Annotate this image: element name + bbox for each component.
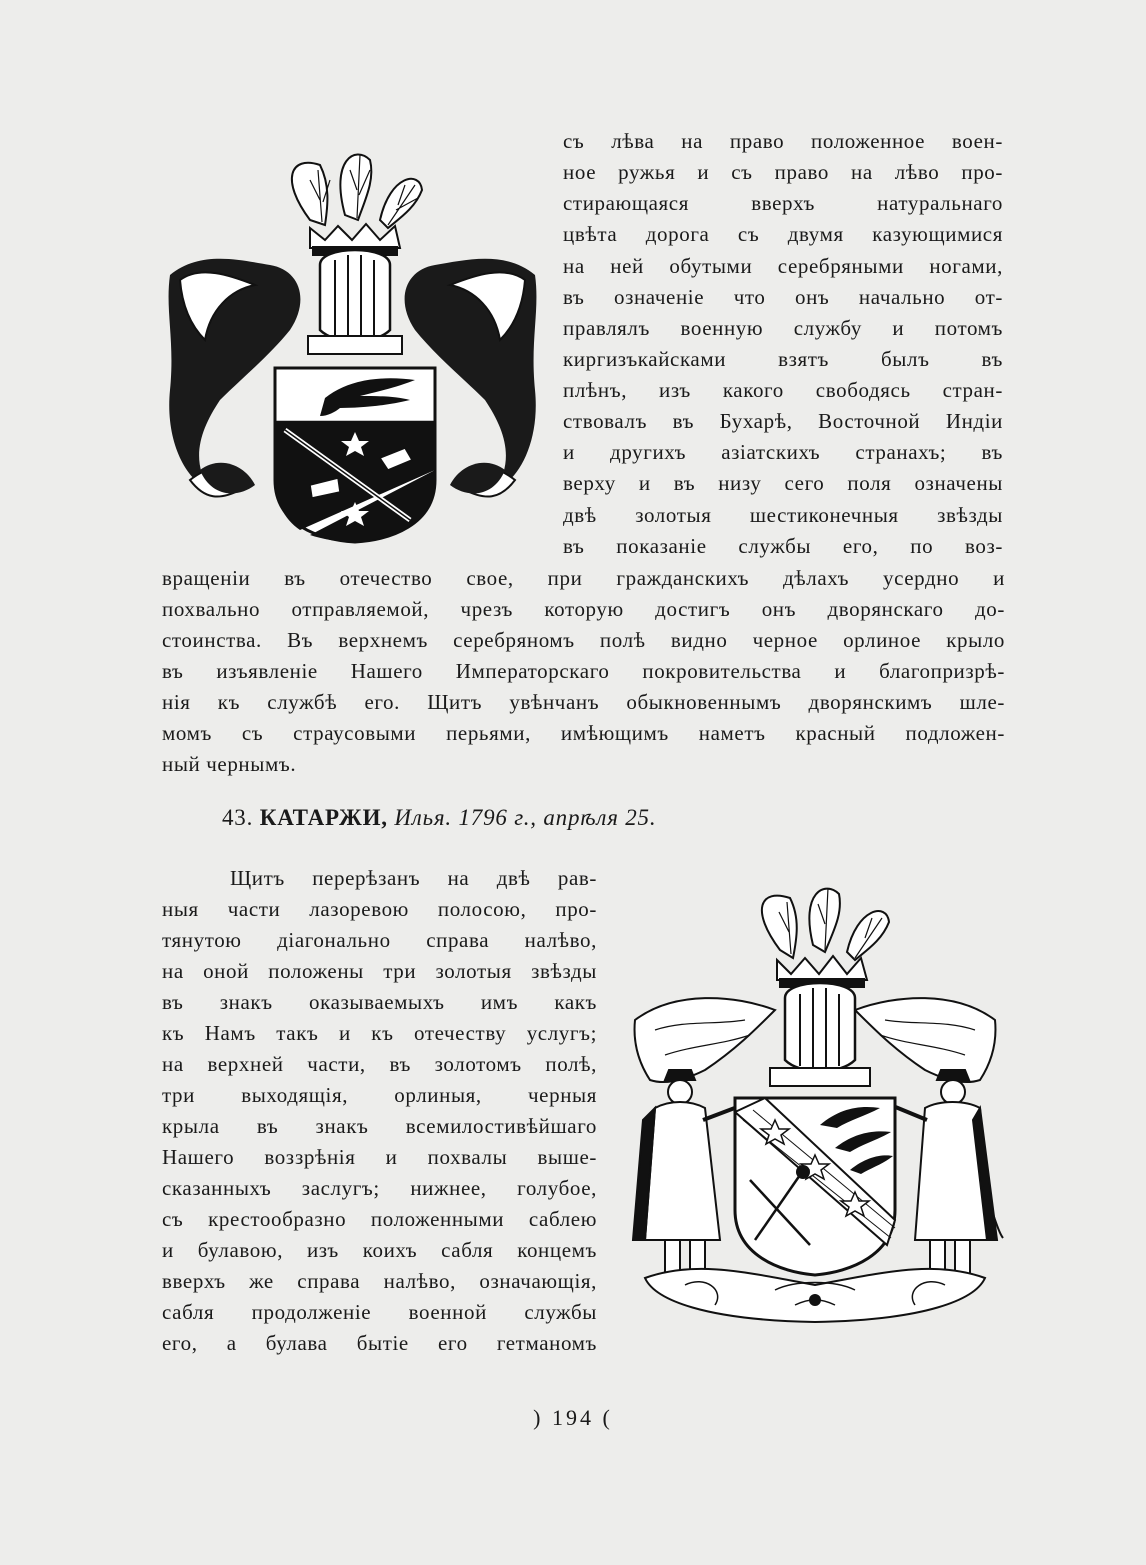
text-line: ствовалъ въ Бухарѣ, Восточной Индіи [563,409,1003,433]
coat-of-arms-top-icon [160,140,545,550]
text-line: съ крестообразно положенными саблею [162,1207,597,1231]
text-line: момъ съ страусовыми перьями, имѣющимъ наметъ красный подложен- [162,721,1005,745]
text-line: въ изъявленіе Нашего Императорскаго покровительства и благопризрѣ- [162,659,1005,683]
text-line: правлялъ военную службу и потомъ [563,316,1003,340]
text-line: въ означеніе что онъ начально от- [563,285,1003,309]
text-line: на верхней части, въ золотомъ полѣ, [162,1052,597,1076]
page-number: ) 194 ( [533,1405,613,1430]
text-line: на ней обутыми серебряными ногами, [563,254,1003,278]
heading-number: 43. [222,805,254,830]
text-line: его, а булава бытіе его гетманомъ [162,1331,597,1355]
text-line: ныя части лазоревою полосою, про- [162,897,597,921]
text-line: ный чернымъ. [162,752,297,776]
text-line: тянутою діагонально справа налѣво, [162,928,597,952]
text-line: сказанныхъ заслугъ; нижнее, голубое, [162,1176,597,1200]
text-line: вверхъ же справа налѣво, означающія, [162,1269,597,1293]
text-line: нія къ службѣ его. Щитъ увѣнчанъ обыкновеннымъ дворянскимъ шле- [162,690,1005,714]
text-line: на оной положены три золотыя звѣзды [162,959,597,983]
text-line: въ знакъ оказываемыхъ имъ какъ [162,990,597,1014]
text-line: сабля продолженіе военной службы [162,1300,597,1324]
section-heading [222,806,742,829]
heading-name: КАТАРЖИ, [259,805,388,830]
text-line: въ показаніе службы его, по воз- [563,534,1003,558]
text-line: похвально отправляемой, чрезъ которую достигъ онъ дворянскаго до- [162,597,1005,621]
text-line: Щитъ перерѣзанъ на двѣ рав- [230,866,597,890]
text-line: стирающаяся вверхъ натуральнаго [563,191,1003,215]
text-line: съ лѣва на право положенное воен- [563,129,1003,153]
text-line: крыла въ знакъ всемилостивѣйшаго [162,1114,597,1138]
text-line: киргизъкайсками взятъ былъ въ [563,347,1003,371]
text-line: три выходящія, орлиныя, черныя [162,1083,597,1107]
coat-of-arms-katarzhi-icon [625,880,1005,1330]
text-line: Нашего воззрѣнія и похвалы выше- [162,1145,597,1169]
text-line: плѣнъ, изъ какого свободясь стран- [563,378,1003,402]
text-line: вращеніи въ отечество свое, при гражданскихъ дѣлахъ усердно и [162,566,1005,590]
text-line: ное ружья и съ право на лѣво про- [563,160,1003,184]
text-line: и другихъ азіатскихъ странахъ; въ [563,440,1003,464]
text-line: цвѣта дорога съ двумя казующимися [563,222,1003,246]
text-line: двѣ золотыя шестиконечныя звѣзды [563,503,1003,527]
text-line: къ Намъ такъ и къ отечеству услугъ; [162,1021,597,1045]
text-line: и булавою, изъ коихъ сабля концемъ [162,1238,597,1262]
text-line: стоинства. Въ верхнемъ серебряномъ полѣ видно черное орлиное крыло [162,628,1005,652]
text-line: верху и въ низу сего поля означены [563,471,1003,495]
heading-date: Илья. 1796 г., апрѣля 25. [394,805,657,830]
